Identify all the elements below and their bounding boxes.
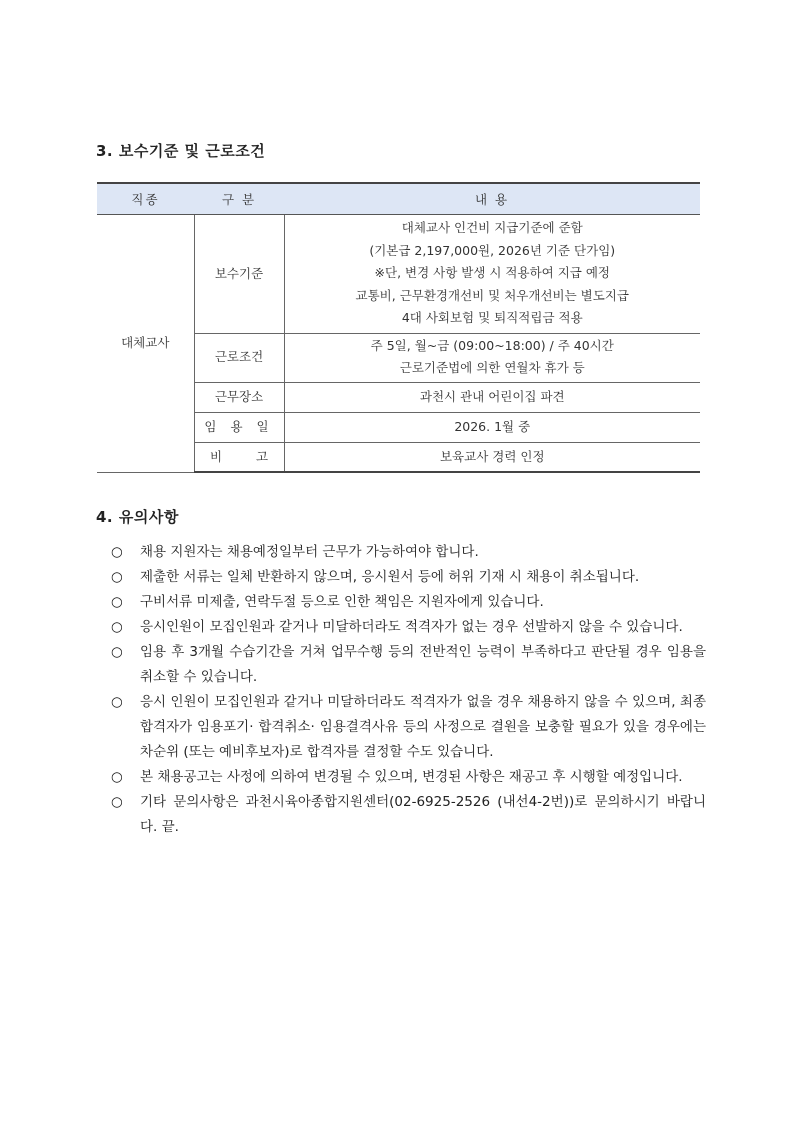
- job-cell: 대체교사: [97, 215, 194, 473]
- circle-bullet-icon: ○: [111, 644, 123, 660]
- row-label: 근로조건: [194, 333, 284, 382]
- header-content: 내 용: [284, 183, 700, 215]
- row-label: 비 고: [194, 442, 284, 472]
- row-content: [284, 215, 700, 334]
- notice-list: [108, 540, 706, 840]
- row-content: 보육교사 경력 인정: [284, 442, 700, 472]
- notice-text: 본 채용공고는 사정에 의하여 변경될 수 있으며, 변경된 사항은 재공고 후 시행할 예정입니다.: [140, 769, 683, 785]
- list-item: [108, 765, 706, 790]
- circle-bullet-icon: ○: [111, 794, 123, 810]
- section-4-title: 4. 유의사항: [96, 508, 179, 526]
- content-line: (기본급 2,197,000원, 2026년 기준 단가임): [369, 242, 616, 258]
- circle-bullet-icon: ○: [111, 569, 123, 585]
- list-item: [108, 540, 706, 565]
- conditions-table: [97, 182, 700, 473]
- list-item: [108, 565, 706, 590]
- content-line: 교통비, 근무환경개선비 및 처우개선비는 별도지급: [355, 287, 629, 303]
- notice-text: 응시 인원이 모집인원과 같거나 미달하더라도 적격자가 없을 경우 채용하지 않을 수 있으며, 최종합격자가 임용포기· 합격취소· 임용결격사유 등의 사정으로 결원을 보충할 필요가 있을 경우에는 차순위 (또는 예비후보자)로 합격자를 결정할 수도 있습니다.: [140, 694, 706, 760]
- circle-bullet-icon: ○: [111, 544, 123, 560]
- row-label: 근무장소: [194, 382, 284, 412]
- row-content: [284, 333, 700, 382]
- content-line: 근로기준법에 의한 연월차 휴가 등: [399, 360, 585, 375]
- section-3-title: 3. 보수기준 및 근로조건: [96, 142, 266, 160]
- circle-bullet-icon: ○: [111, 619, 123, 635]
- content-line: 4대 사회보험 및 퇴직적립금 적용: [401, 310, 583, 325]
- circle-bullet-icon: ○: [111, 769, 123, 785]
- list-item: [108, 615, 706, 640]
- notice-text: 구비서류 미제출, 연락두절 등으로 인한 책임은 지원자에게 있습니다.: [140, 594, 544, 610]
- row-content: 과천시 관내 어린이집 파견: [284, 382, 700, 412]
- row-label: 보수기준: [194, 215, 284, 334]
- row-content: 2026. 1월 중: [284, 412, 700, 442]
- content-line: ※단, 변경 사항 발생 시 적용하여 지급 예정: [374, 265, 610, 280]
- table-header-row: [97, 183, 700, 215]
- table-row: [97, 215, 700, 334]
- content-line: 대체교사 인건비 지급기준에 준함: [401, 220, 583, 235]
- list-item: [108, 790, 706, 840]
- circle-bullet-icon: ○: [111, 594, 123, 610]
- row-label: 임 용 일: [194, 412, 284, 442]
- notice-text: 제출한 서류는 일체 반환하지 않으며, 응시원서 등에 허위 기재 시 채용이 취소됩니다.: [140, 569, 640, 585]
- list-item: [108, 640, 706, 690]
- notice-text: 기타 문의사항은 과천시육아종합지원센터(02-6925-2526 (내선4-2번))로 문의하시기 바랍니다. 끝.: [140, 794, 706, 835]
- header-category: 구 분: [194, 183, 284, 215]
- circle-bullet-icon: ○: [111, 694, 123, 710]
- notice-text: 채용 지원자는 채용예정일부터 근무가 가능하여야 합니다.: [140, 544, 479, 560]
- list-item: [108, 590, 706, 615]
- content-line: 주 5일, 월~금 (09:00~18:00) / 주 40시간: [370, 337, 614, 353]
- list-item: [108, 690, 706, 765]
- header-job: 직종: [97, 183, 194, 215]
- notice-text: 임용 후 3개월 수습기간을 거쳐 업무수행 등의 전반적인 능력이 부족하다고 판단될 경우 임용을 취소할 수 있습니다.: [140, 644, 706, 685]
- notice-text: 응시인원이 모집인원과 같거나 미달하더라도 적격자가 없는 경우 선발하지 않을 수 있습니다.: [140, 619, 683, 635]
